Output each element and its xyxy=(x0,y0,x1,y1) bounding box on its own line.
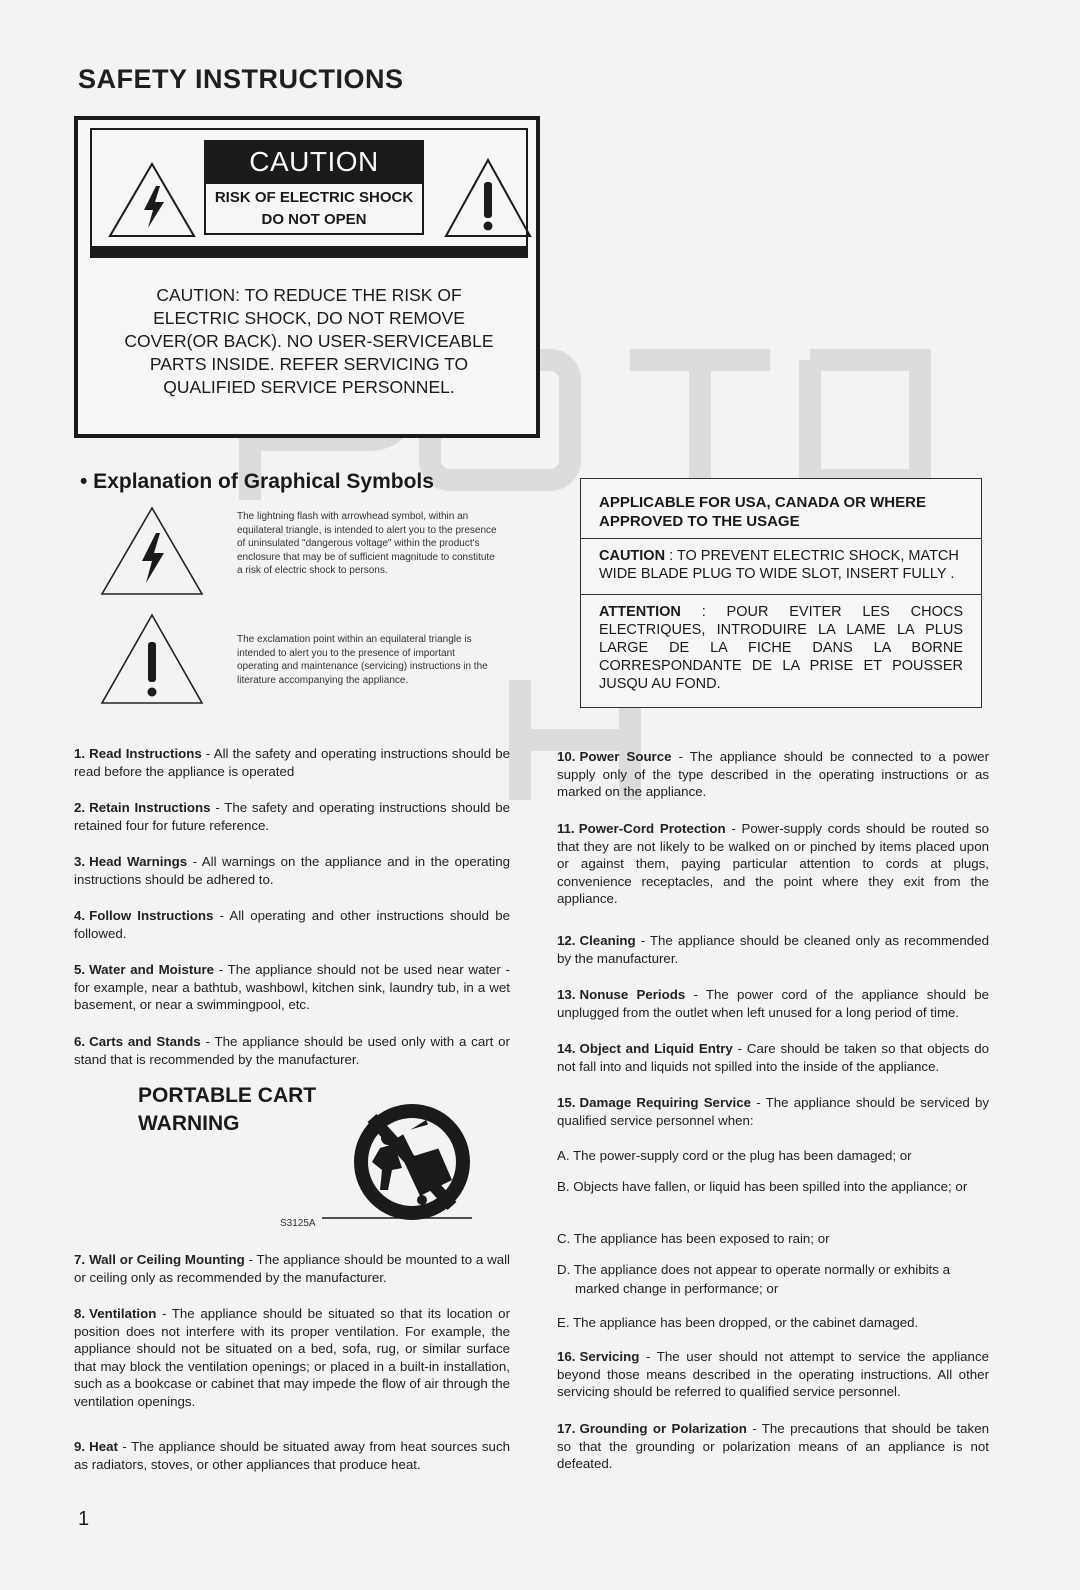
page-number: 1 xyxy=(78,1508,90,1530)
damage-condition-item: A. The power-supply cord or the plug has been damaged; or xyxy=(557,1148,912,1163)
instruction-item: 16. Servicing - The user should not attempt to service the appliance beyond those means described in the operating instructions. All other servicing should be referred to qualified service personnel. xyxy=(557,1349,989,1399)
instruction-item: 15. Damage Requiring Service - The appliance should be serviced by qualified service personnel when: xyxy=(557,1095,989,1128)
damage-condition-item: D. The appliance does not appear to operate normally or exhibits a marked change in performance; or xyxy=(557,1262,950,1296)
cart-figure-code: S3125A xyxy=(280,1218,316,1229)
instruction-item: 7. Wall or Ceiling Mounting - The appliance should be mounted to a wall or ceiling only as recommended by the manufacturer. xyxy=(74,1252,511,1285)
instruction-item: 2. Retain Instructions - The safety and operating instructions should be retained four for future reference. xyxy=(74,800,510,833)
damage-condition-item: C. The appliance has been exposed to rain; or xyxy=(557,1231,830,1246)
portable-cart-warning xyxy=(138,1082,316,1138)
cart-warning-line-1: PORTABLE CART xyxy=(138,1084,317,1107)
instruction-item: 9. Heat - The appliance should be situated away from heat sources such as radiators, stoves, or other appliances that produce heat. xyxy=(74,1439,510,1472)
instruction-item: 17. Grounding or Polarization - The precautions that should be taken so that the grounding or polarization means of an appliance is not defeated. xyxy=(557,1421,989,1471)
caution-label: CAUTION xyxy=(204,140,424,184)
caution-line: PARTS INSIDE. REFER SERVICING TO xyxy=(149,354,469,374)
lightning-symbol-description: The lightning flash with arrowhead symbol, within an equilateral triangle, is intended to alert you to the presence of uninsulated "dangerous voltage" within the product's enclosure that may be of sufficient magnitude to constitute a risk of electric shock to persons. xyxy=(237,511,497,576)
plug-attention-text: : POUR EVITER LES CHOCS ELECTRIQUES, INTRODUIRE LA LAME LA PLUS LARGE DE LA FICHE DANS LA BORNE CORRESPONDANTE DE LA PRISE ET POUSSER JUSQU AU FOND. xyxy=(599,604,963,692)
instruction-item: 5. Water and Moisture - The appliance should not be used near water - for example, near a bathtub, washbowl, kitchen sink, laundry tub, in a wet basement, or near a swimmingpool, etc. xyxy=(74,962,510,1012)
instruction-item: 12. Cleaning - The appliance should be cleaned only as recommended by the manufacturer. xyxy=(557,933,989,966)
caution-line: CAUTION: TO REDUCE THE RISK OF xyxy=(156,285,462,305)
instruction-item: 4. Follow Instructions - All operating and other instructions should be followed. xyxy=(74,908,510,941)
instructions-right-column xyxy=(557,0,989,1500)
damage-condition-item: E. The appliance has been dropped, or the cabinet damaged. xyxy=(557,1315,919,1330)
plug-caution-text: : TO PREVENT ELECTRIC SHOCK, MATCH WIDE BLADE PLUG TO WIDE SLOT, INSERT FULLY . xyxy=(599,548,959,582)
plug-attention-label: ATTENTION xyxy=(599,604,681,620)
instruction-item: 14. Object and Liquid Entry - Care should be taken so that objects do not fall into and liquids not spilled into the inside of the appliance. xyxy=(557,1041,989,1074)
symbols-heading: • Explanation of Graphical Symbols xyxy=(80,470,434,493)
instructions-left-column xyxy=(74,0,510,1500)
instruction-item: 3. Head Warnings - All warnings on the appliance and in the operating instructions should be adhered to. xyxy=(74,854,511,887)
instruction-item: 11. Power-Cord Protection - Power-supply cords should be routed so that they are not likely to be walked on or pinched by items placed upon or against them, paying particular attention to cords at plugs, convenience receptacles, and the point where they exit from the appliance. xyxy=(557,821,989,906)
instruction-item: 10. Power Source - The appliance should be connected to a power supply only of the type described in the operating instructions or as marked on the appliance. xyxy=(557,749,989,799)
cart-warning-line-2: WARNING xyxy=(138,1112,240,1135)
plug-caution-label: CAUTION xyxy=(599,548,666,564)
caution-sub-line-1: RISK OF ELECTRIC SHOCK xyxy=(214,189,414,206)
applicable-heading: APPLICABLE FOR USA, CANADA OR WHERE APPROVED TO THE USAGE xyxy=(581,479,981,539)
caution-sub-line-2: DO NOT OPEN xyxy=(261,211,367,228)
instruction-item: 8. Ventilation - The appliance should be situated so that its location or position does not interfere with its proper ventilation. For example, the appliance should not be situated on a bed, sofa, rug, or similar surface that may block the ventilation openings; or placed in a built-in installation, such as a bookcase or cabinet that may impede the flow of air through the ventilation openings. xyxy=(74,1306,510,1409)
instruction-item: 6. Carts and Stands - The appliance should be used only with a cart or stand that is recommended by the manufacturer. xyxy=(74,1034,510,1067)
instruction-item: 1. Read Instructions - All the safety and operating instructions should be read before the appliance is operated xyxy=(74,746,510,779)
caution-line: QUALIFIED SERVICE PERSONNEL. xyxy=(163,377,455,397)
page-title: SAFETY INSTRUCTIONS xyxy=(78,64,404,94)
caution-line: ELECTRIC SHOCK, DO NOT REMOVE xyxy=(153,308,465,328)
caution-line: COVER(OR BACK). NO USER-SERVICEABLE xyxy=(124,331,494,351)
damage-condition-item: B. Objects have fallen, or liquid has been spilled into the appliance; or xyxy=(557,1179,968,1194)
exclamation-symbol-description: The exclamation point within an equilateral triangle is intended to alert you to the presence of important operating and maintenance (servicing) instructions in the literature accompanying the appliance. xyxy=(237,634,488,686)
tipping-cart-icon xyxy=(322,1092,482,1232)
instruction-item: 13. Nonuse Periods - The power cord of the appliance should be unplugged from the outlet when left unused for a long period of time. xyxy=(557,987,989,1020)
